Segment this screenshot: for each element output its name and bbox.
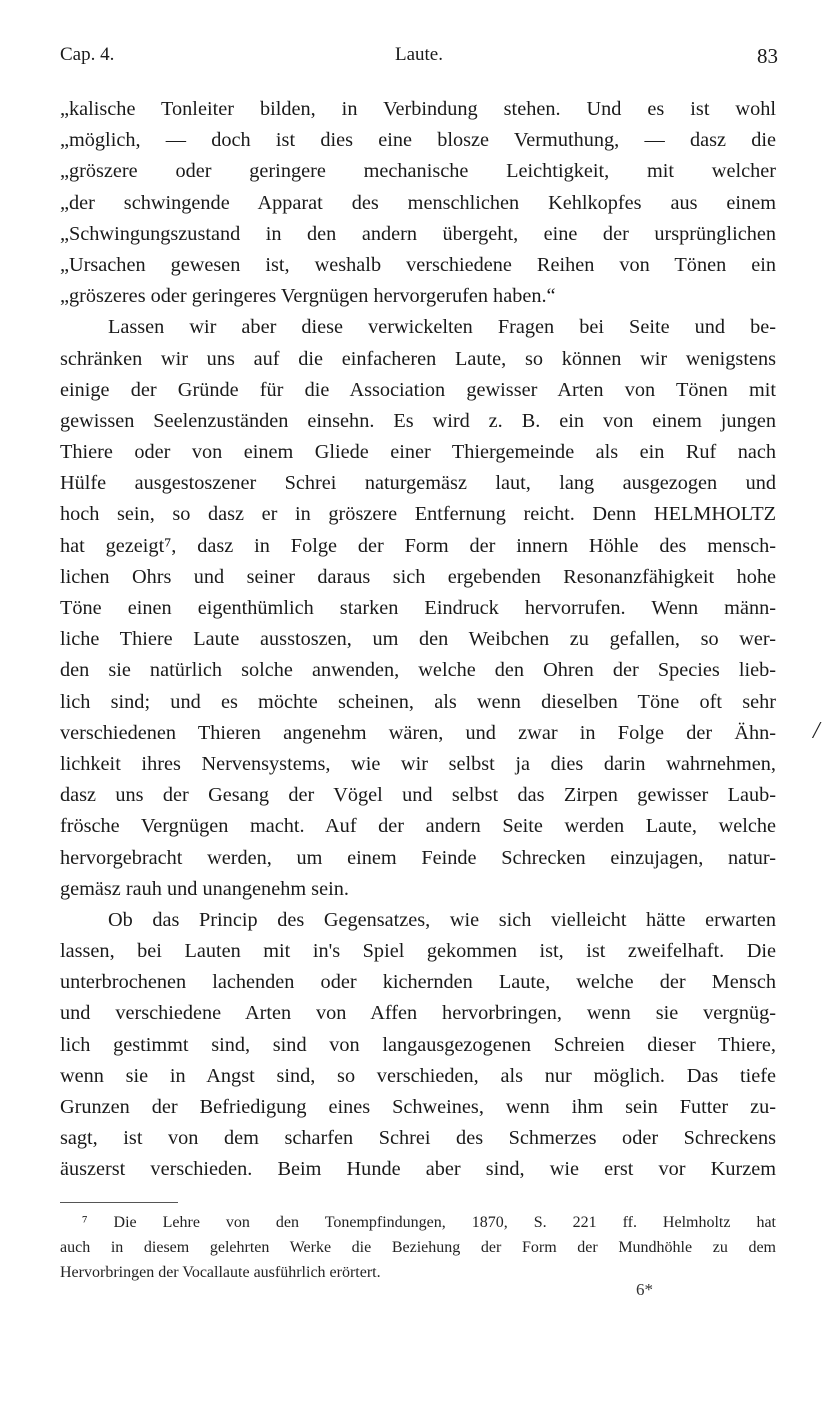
text-line: hat gezeigt⁷, dasz in Folge der Form der innern Höhle des mensch- bbox=[60, 534, 776, 557]
text-line: Thiere oder von einem Gliede einer Thiergemeinde als ein Ruf nach bbox=[60, 441, 776, 464]
text-line: äuszerst verschieden. Beim Hunde aber sind, wie erst vor Kurzem bbox=[60, 1158, 776, 1181]
text-line: lichkeit ihres Nervensystems, wie wir selbst ja dies darin wahrnehmen, bbox=[60, 752, 776, 775]
text-line: Töne einen eigenthümlich starken Eindruck hervorrufen. Wenn männ- bbox=[60, 597, 776, 619]
text-line: hoch sein, so dasz er in gröszere Entfernung reicht. Denn HELMHOLTZ bbox=[60, 503, 776, 526]
text-line: den sie natürlich solche anwenden, welche den Ohren der Species lieb- bbox=[60, 659, 776, 682]
text-line: dasz uns der Gesang der Vögel und selbst das Zirpen gewisser Laub- bbox=[60, 784, 776, 807]
text-line: „kalische Tonleiter bilden, in Verbindung stehen. Und es ist wohl bbox=[60, 98, 776, 120]
text-line: schränken wir uns auf die einfacheren Laute, so können wir wenigstens bbox=[60, 347, 776, 370]
text-line: frösche Vergnügen macht. Auf der andern Seite werden Laute, welche bbox=[60, 815, 776, 838]
text-line: „Schwingungszustand in den andern übergeht, eine der ursprünglichen bbox=[60, 222, 776, 245]
text-line: „Ursachen gewesen ist, weshalb verschiedene Reihen von Tönen ein bbox=[60, 253, 776, 276]
text-line: sagt, ist von dem scharfen Schrei des Schmerzes oder Schreckens bbox=[60, 1127, 776, 1150]
text-line: Ob das Princip des Gegensatzes, wie sich vielleicht hätte erwarten bbox=[108, 908, 776, 931]
text-line: lichen Ohrs und seiner daraus sich ergebenden Resonanzfähigkeit hohe bbox=[60, 565, 776, 588]
printer-signature: 6* bbox=[636, 1280, 653, 1299]
text-line: Lassen wir aber diese verwickelten Fragen bei Seite und be- bbox=[108, 316, 776, 339]
text-line: „möglich, — doch ist dies eine blosze Vermuthung, — dasz die bbox=[60, 129, 776, 152]
footnote-line: ⁷ Die Lehre von den Tonempfindungen, 1870, S. 221 ff. Helmholtz hat bbox=[82, 1214, 776, 1231]
text-line: gemäsz rauh und unangenehm sein. bbox=[60, 877, 349, 900]
running-header bbox=[60, 44, 778, 74]
text-line: liche Thiere Laute ausstoszen, um den Weibchen zu gefallen, so wer- bbox=[60, 628, 776, 651]
page-number: 83 bbox=[757, 44, 778, 68]
section-title: Laute. bbox=[394, 44, 443, 65]
text-line: „der schwingende Apparat des menschlichen Kehlkopfes aus einem bbox=[60, 191, 776, 214]
text-line: und verschiedene Arten von Affen hervorbringen, wenn sie vergnüg- bbox=[60, 1002, 776, 1025]
text-line: wenn sie in Angst sind, so verschieden, als nur möglich. Das tiefe bbox=[60, 1064, 776, 1087]
chapter-label: Cap. 4. bbox=[60, 44, 115, 65]
text-line: lassen, bei Lauten mit in's Spiel gekommen ist, ist zweifelhaft. Die bbox=[60, 940, 776, 963]
text-line: gewissen Seelenzuständen einsehn. Es wird z. B. ein von einem jungen bbox=[60, 409, 776, 432]
text-line: unterbrochenen lachenden oder kichernden Laute, welche der Mensch bbox=[60, 971, 776, 994]
text-line: Grunzen der Befriedigung eines Schweines, wenn ihm sein Futter zu- bbox=[60, 1096, 776, 1118]
text-line: „gröszeres oder geringeres Vergnügen hervorgerufen haben.“ bbox=[60, 285, 556, 308]
margin-pencil-mark: / bbox=[813, 718, 820, 744]
text-line: lich sind; und es möchte scheinen, als wenn dieselben Töne oft sehr bbox=[60, 690, 776, 713]
text-line: hervorgebracht werden, um einem Feinde Schrecken einzujagen, natur- bbox=[60, 846, 776, 869]
text-line: Hülfe ausgestoszener Schrei naturgemäsz laut, lang ausgezogen und bbox=[60, 472, 776, 495]
text-line: verschiedenen Thieren angenehm wären, und zwar in Folge der Ähn- bbox=[60, 721, 776, 744]
footnotes bbox=[60, 1210, 776, 1285]
text-line: einige der Gründe für die Association gewisser Arten von Tönen mit bbox=[60, 378, 776, 401]
footnote-divider bbox=[60, 1202, 178, 1203]
body-text bbox=[60, 94, 776, 1186]
text-line: lich gestimmt sind, sind von langausgezogenen Schreien dieser Thiere, bbox=[60, 1033, 776, 1056]
footnote-line: Hervorbringen der Vocallaute ausführlich erörtert. bbox=[60, 1264, 381, 1281]
text-line: „gröszere oder geringere mechanische Leichtigkeit, mit welcher bbox=[60, 160, 776, 183]
footnote-line: auch in diesem gelehrten Werke die Beziehung der Form der Mundhöhle zu dem bbox=[60, 1239, 776, 1256]
